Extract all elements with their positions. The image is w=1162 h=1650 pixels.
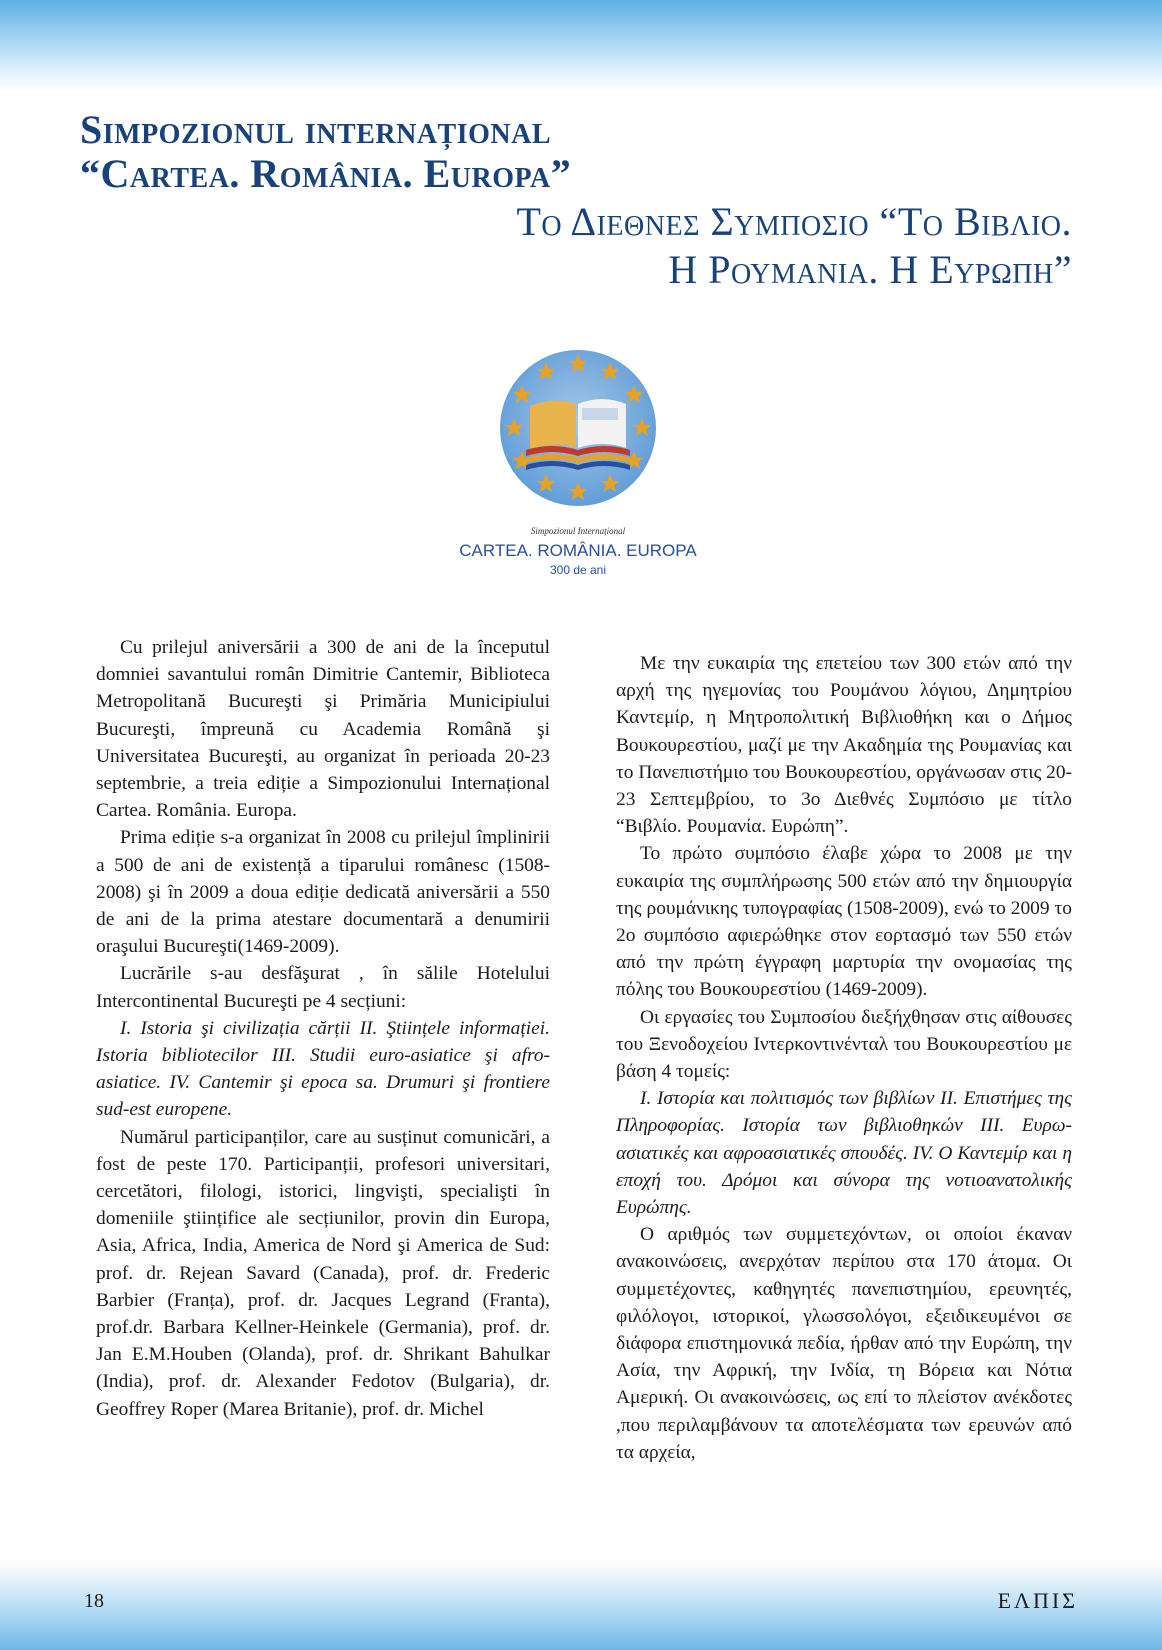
ro-paragraph-3: Lucrările s-au desfăşurat , în sălile Hotelului Intercontinental Bucureşti pe 4 secțiuni: (96, 963, 550, 1012)
title-greek-line-2: Η Ρουμανια. Η Ευρωπη” (668, 247, 1072, 292)
page-number: 18 (84, 1590, 104, 1612)
gr-sections-list: I. Ιστορία και πολιτισμός των βιβλίων II. Επιστήμες της Πληροφορίας. Ιστορία των βιβλιοθηκών III. Ευρω-ασιατικές και αφροασιατικές σπουδές. IV. Ο Καντεμίρ και η εποχή του. Δρόμοι και σύνορα της νοτιοανατολικής Ευρώπης. (616, 1088, 1072, 1219)
journal-name: ΕΛΠΙΣ (997, 1588, 1078, 1613)
open-book-icon (526, 399, 630, 470)
title-greek (516, 198, 1072, 294)
ro-paragraph-1: Cu prilejul aniversării a 300 de ani de la începutul domniei savantului român Dimitrie Cantemir, Biblioteca Metropolitană Bucureşti şi Primăria Municipiului Bucureşti, împreună cu Academia Română şi Universitatea Bucureşti, au organizat în perioada 20-23 septembrie, a treia ediție a Simpozionului Internațional Cartea. România. Europa. (96, 637, 550, 822)
logo-caption-years: 300 de ani (549, 563, 607, 576)
top-gradient-band (0, 0, 1162, 92)
logo-caption-small: Simpozionul Internațional (530, 526, 626, 536)
title-greek-line-1: Το Διεθνες Συμποσιο “Το Βιβλιο. (516, 199, 1072, 244)
gr-paragraph-3: Οι εργασίες του Συμποσίου διεξήχθησαν στις αίθουσες του Ξενοδοχείου Ιντερκοντινένταλ του Βουκουρεστίου με βάση 4 τομείς: (616, 1006, 1072, 1083)
romanian-column (96, 634, 550, 1423)
greek-column (616, 650, 1072, 1466)
ro-paragraph-2: Prima ediție s-a organizat în 2008 cu prilejul împlinirii a 500 de ani de existență a tiparului românesc (1508-2008) şi în 2009 a doua ediție dedicată aniversării a 550 de ani de la prima atestare documentară a denumirii oraşului Bucureşti(1469-2009). (96, 827, 550, 958)
symposium-logo (456, 348, 700, 576)
title-romanian-line-1: Simpozionul internațional (80, 107, 552, 152)
ro-paragraph-5: Numărul participanților, care au susținut comunicări, a fost de peste 170. Participanții, profesori universitari, cercetători, filologi, istorici, lingvişti, specialişti în domeniile ştiințifice ale secțiunilor, provin din Europa, Asia, Africa, India, America de Nord şi America de Sud: prof. dr. Rejean Savard (Canada), prof. dr. Frederic Barbier (Franța), prof. dr. Jacques Legrand (Franta), prof.dr. Barbara Kellner-Heinkele (Germania), prof. dr. Jan E.M.Houben (Olanda), prof. dr. Shrikant Bahulkar (India), prof. dr. Alexander Fedotov (Bulgaria), dr. Geoffrey Roper (Marea Britanie), prof. dr. Michel (96, 1126, 550, 1420)
title-romanian (80, 108, 571, 196)
bottom-gradient-band (0, 1558, 1162, 1650)
gr-paragraph-5: Ο αριθμός των συμμετεχόντων, οι οποίοι έκαναν ανακοινώσεις, ανερχόταν περίπου στα 170 άτομα. Οι συμμετέχοντες, καθηγητές πανεπιστημίου, ερευνητές, φιλόλογοι, ιστορικοί, γλωσσολόγοι, εξειδικευμένοι σε διάφορα επιστημονικά πεδία, ήρθαν από την Ευρώπη, την Ασία, την Αφρική, την Ινδία, τη Βόρεια και Νότια Αμερική. Οι ανακοινώσεις, ως επί το πλείστον ανέκδοτες ,που περιλαμβάνουν τα αποτελέσματα των ερευνών από τα αρχεία, (616, 1224, 1072, 1463)
gr-paragraph-2: Το πρώτο συμπόσιο έλαβε χώρα το 2008 με την ευκαιρία της συμπλήρωσης 500 ετών από την δημιουργία της ρουμάνικης τυπογραφίας (1508-2009), ενώ το 2009 το 2ο συμπόσιο αφιερώθηκε στον εορτασμό των 550 ετών από την πρώτη έγγραφη μαρτυρία την ονομασίας της πόλης του Βουκουρεστίου (1469-2009). (616, 843, 1072, 1001)
ro-sections-list: I. Istoria şi civilizația cărții II. Ştiințele informației. Istoria bibliotecilor III. Studii euro-asiatice şi afro-asiatice. IV. Cantemir şi epoca sa. Drumuri şi frontiere sud-est europene. (96, 1017, 550, 1121)
gr-paragraph-1: Με την ευκαιρία της επετείου των 300 ετών από την αρχή της ηγεμονίας του Ρουμάνου λόγιου, Δημητρίου Καντεμίρ, η Μητροπολιτική Βιβλιοθήκη και ο Δήμος Βουκουρεστίου, μαζί με την Ακαδημία της Ρουμανίας και το Πανεπιστήμιο του Βουκουρεστίου, οργάνωσαν στις 20-23 Σεπτεμβρίου, το 3ο Διεθνές Συμπόσιο με τίτλο “Βιβλίο. Ρουμανία. Ευρώπη”. (616, 653, 1072, 838)
title-romanian-line-2: “Cartea. România. Europa” (80, 151, 572, 196)
logo-caption-main: CARTEA. ROMÂNIA. EUROPA (459, 541, 697, 560)
